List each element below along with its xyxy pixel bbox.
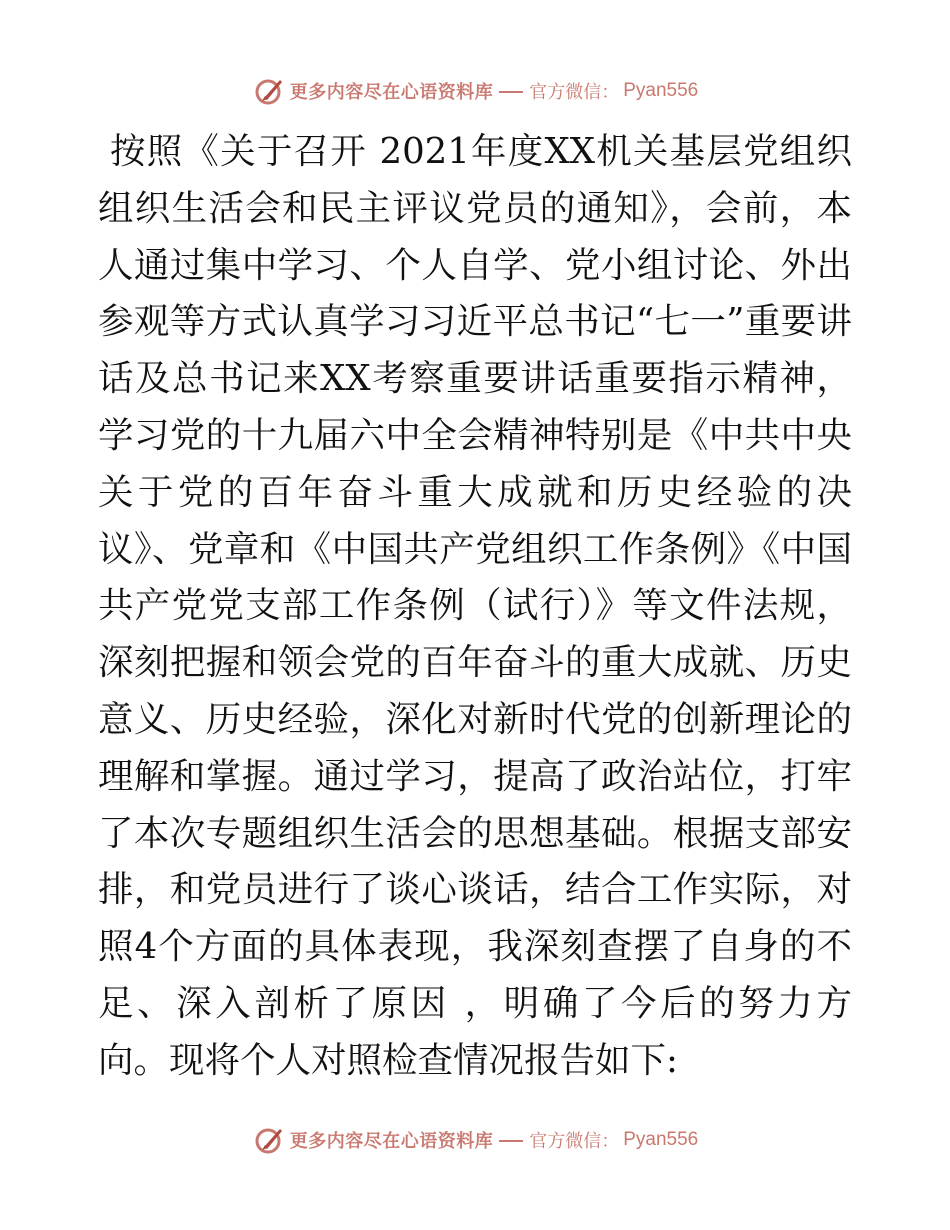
quill-pen-logo-icon xyxy=(252,1123,286,1157)
banner-wechat-label: 官方微信： xyxy=(529,1131,620,1152)
banner-divider xyxy=(499,1140,523,1142)
footer-watermark-banner xyxy=(0,1123,950,1157)
banner-wechat-id: Pyan556 xyxy=(623,80,699,101)
banner-site-text: 更多内容尽在心语资料库 xyxy=(289,82,494,103)
quill-pen-logo-icon xyxy=(252,74,286,108)
banner-divider xyxy=(499,91,523,93)
body-paragraph: 按照《关于召开 2021年度XX机关基层党组织组织生活会和民主评议党员的通知》，会前，本人通过集中学习、个人自学、党小组讨论、外出参观等方式认真学习习近平总书记“七一”重要讲话及总书记来XX考察重要讲话重要指示精神，学习党的十九届六中全会精神特别是《中共中央关于党的百年奋斗重大成就和历史经验的决议》、党章和《中国共产党组织工作条例》《中国共产党党支部工作条例（试行）》等文件法规，深刻把握和领会党的百年奋斗的重大成就、历史意义、历史经验，深化对新时代党的创新理论的理解和掌握。通过学习，提高了政治站位，打牢了本次专题组织生活会的思想基础。根据支部安排，和党员进行了谈心谈话，结合工作实际，对照4个方面的具体表现，我深刻查摆了自身的不足、深入剖析了原因 ，明确了今后的努力方向。现将个人对照检查情况报告如下: xyxy=(98,131,852,1081)
header-watermark-banner xyxy=(0,74,950,108)
banner-site-text: 更多内容尽在心语资料库 xyxy=(289,1131,494,1152)
banner-wechat-id: Pyan556 xyxy=(623,1129,699,1150)
banner-wechat-label: 官方微信： xyxy=(529,82,620,103)
